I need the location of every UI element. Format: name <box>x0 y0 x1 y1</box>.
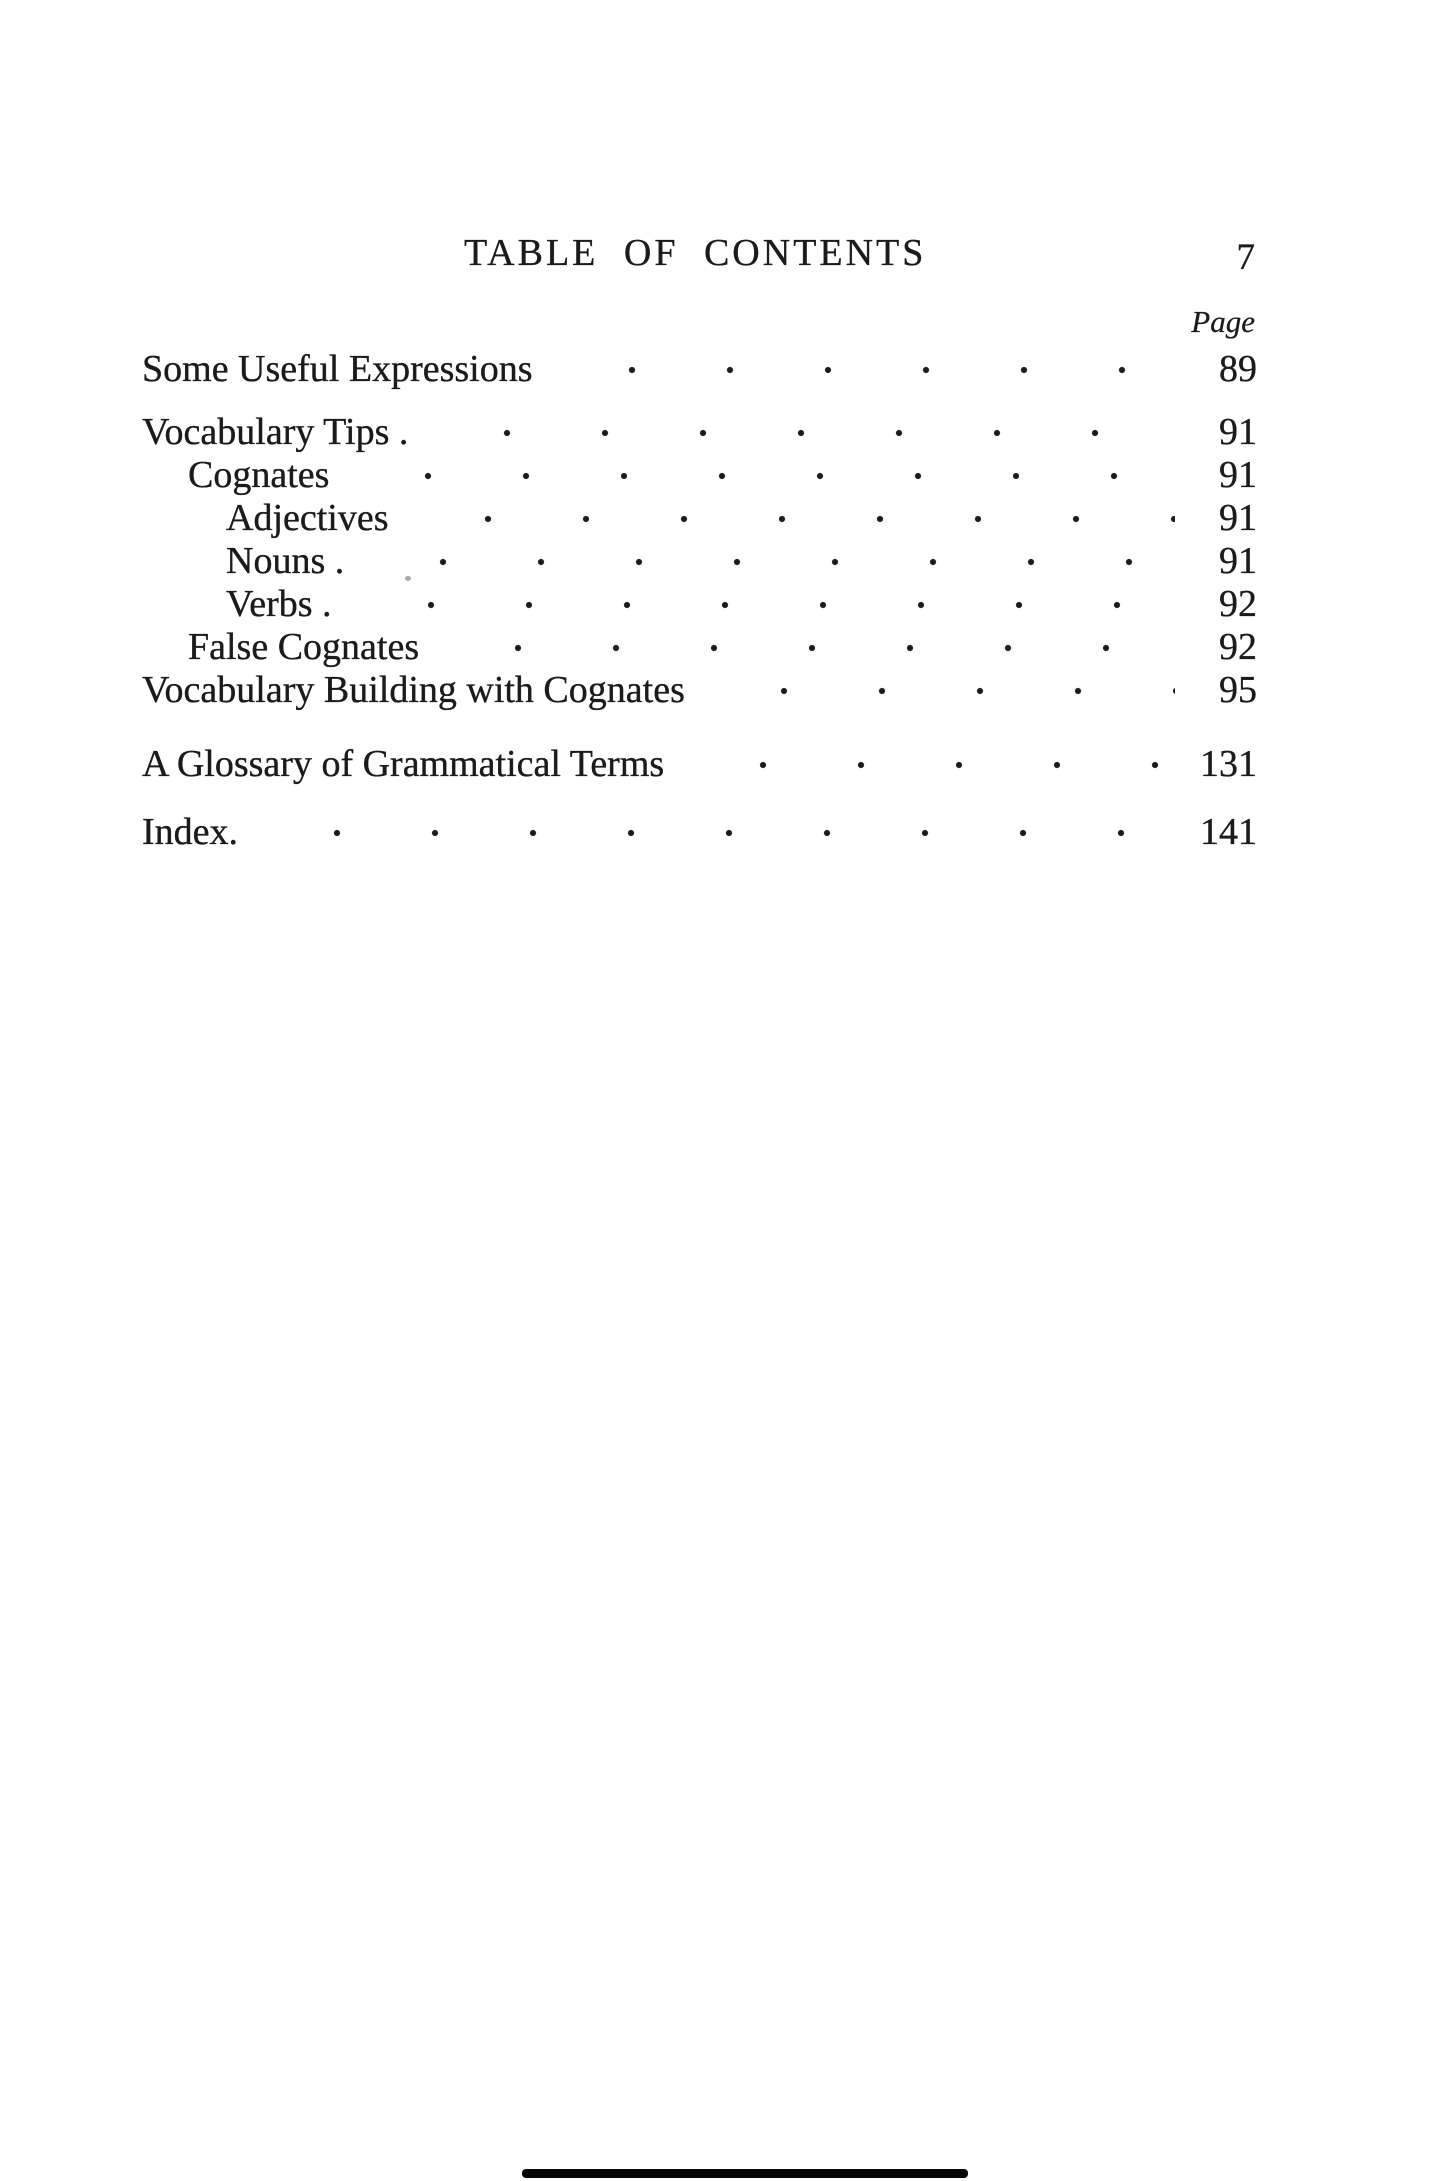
toc-entry-page: 95 <box>1219 669 1257 711</box>
toc-entry-label: False Cognates <box>188 626 420 668</box>
toc-entry-label: A Glossary of Grammatical Terms <box>142 743 665 785</box>
dot-leader <box>672 743 1175 786</box>
toc-entry-label: Vocabulary Tips . <box>142 411 409 453</box>
toc-entry <box>142 626 1257 669</box>
toc-entry-label: Vocabulary Building with Cognates <box>142 669 685 711</box>
toc-entry <box>142 411 1257 454</box>
toc-entry <box>142 669 1257 712</box>
toc-entry-page: 91 <box>1219 411 1257 453</box>
dot-leader <box>337 454 1175 497</box>
toc-entry <box>142 348 1257 391</box>
toc-entry <box>142 497 1257 540</box>
toc-entry-page: 131 <box>1200 743 1257 785</box>
dot-leader <box>427 626 1175 669</box>
toc-entry-page: 92 <box>1219 583 1257 625</box>
toc-entry-page: 141 <box>1200 811 1257 853</box>
dot-leader <box>246 811 1175 854</box>
page-column-label: Page <box>1191 304 1255 339</box>
toc-entry <box>142 454 1257 497</box>
folio-number: 7 <box>1236 237 1255 278</box>
toc-entry <box>142 811 1257 854</box>
toc-entry-label: Some Useful Expressions <box>142 348 533 390</box>
dot-leader <box>397 497 1175 540</box>
toc-entry-page: 91 <box>1219 454 1257 496</box>
page-title: TABLE OF CONTENTS <box>464 232 927 274</box>
dot-leader <box>541 348 1175 391</box>
dot-leader <box>352 540 1175 583</box>
toc-entry <box>142 743 1257 786</box>
toc-entry <box>142 583 1257 626</box>
toc-entry-label: Nouns . <box>226 540 345 582</box>
toc-entry-page: 91 <box>1219 497 1257 539</box>
toc-entry-page: 91 <box>1219 540 1257 582</box>
toc-entry-label: Index. <box>142 811 239 853</box>
scan-edge-bar <box>522 2169 968 2178</box>
toc-entry-label: Adjectives <box>226 497 389 539</box>
scan-speck <box>405 576 411 581</box>
toc-entry <box>142 540 1257 583</box>
toc-entry-page: 92 <box>1219 626 1257 668</box>
dot-leader <box>340 583 1175 626</box>
toc-entry-page: 89 <box>1219 348 1257 390</box>
dot-leader <box>693 669 1175 712</box>
dot-leader <box>416 411 1175 454</box>
toc-entry-label: Cognates <box>188 454 330 496</box>
toc-list <box>142 348 1257 854</box>
toc-entry-label: Verbs . <box>226 583 332 625</box>
